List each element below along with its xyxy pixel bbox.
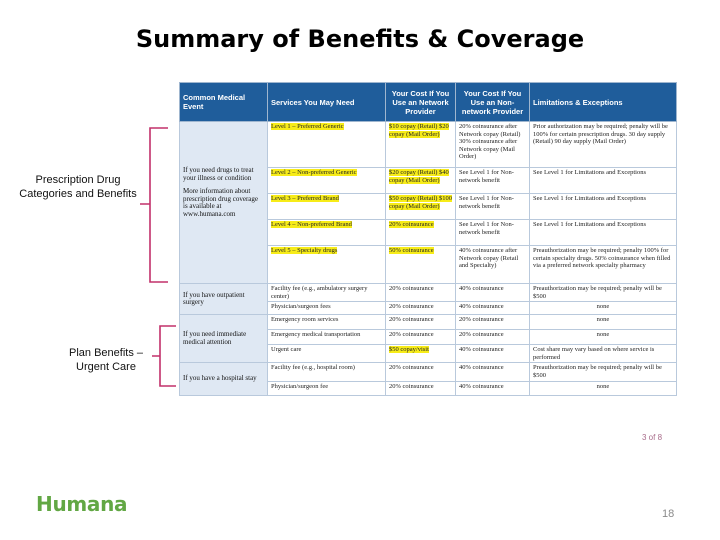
limits-cell: See Level 1 for Limitations and Exceptions [530, 220, 677, 246]
network-cell: $10 copay (Retail) $20 copay (Mail Order) [386, 122, 456, 168]
service-cell: Level 5 – Specialty drugs [268, 246, 386, 284]
event-drugs-more-text: More information about prescription drug coverage is available at www.humana.com [183, 187, 259, 218]
limits-cell: Preauthorization may be required; penalty will be $500 [530, 284, 677, 302]
service-cell: Facility fee (e.g., hospital room) [268, 363, 386, 381]
slide-number: 18 [662, 508, 675, 520]
non-network-cell: 40% coinsurance after Network copay (Retail and Specialty) [456, 246, 530, 284]
service-cell: Physician/surgeon fees [268, 302, 386, 315]
network-cell: 20% coinsurance [386, 363, 456, 381]
limits-cell: Cost share may vary based on where service is performed [530, 345, 677, 363]
non-network-cell: 40% coinsurance [456, 302, 530, 315]
non-network-cell: 20% coinsurance [456, 315, 530, 330]
header-limits: Limitations & Exceptions [530, 83, 677, 122]
network-cell: 20% coinsurance [386, 220, 456, 246]
header-non-network: Your Cost If You Use an Non-network Provider [456, 83, 530, 122]
non-network-cell: 40% coinsurance [456, 381, 530, 395]
event-hospital: If you have a hospital stay [180, 363, 268, 395]
service-cell: Urgent care [268, 345, 386, 363]
network-cell: $50 copay (Retail) $100 copay (Mail Order) [386, 194, 456, 220]
non-network-cell: 40% coinsurance [456, 345, 530, 363]
non-network-cell: 20% coinsurance [456, 330, 530, 345]
network-cell: 50% coinsurance [386, 246, 456, 284]
limits-cell: See Level 1 for Limitations and Exceptions [530, 168, 677, 194]
non-network-cell: 20% coinsurance after Network copay (Retail) 30% coinsurance after Network copay (Mail Order) [456, 122, 530, 168]
plan-benefits-side-label: Plan Benefits – Urgent Care [69, 347, 143, 373]
header-network: Your Cost If You Use an Network Provider [386, 83, 456, 122]
service-cell: Level 4 – Non-preferred Brand [268, 220, 386, 246]
network-cell: 20% coinsurance [386, 315, 456, 330]
limits-cell: none [530, 381, 677, 395]
service-cell: Emergency room services [268, 315, 386, 330]
service-cell: Emergency medical transportation [268, 330, 386, 345]
service-cell: Level 3 – Preferred Brand [268, 194, 386, 220]
non-network-cell: See Level 1 for Non-network benefit [456, 220, 530, 246]
header-event: Common Medical Event [180, 83, 268, 122]
limits-cell: none [530, 315, 677, 330]
service-cell: Level 1 – Preferred Generic [268, 122, 386, 168]
network-cell: 20% coinsurance [386, 284, 456, 302]
event-immediate: If you need immediate medical attention [180, 315, 268, 363]
humana-logo: Humana [36, 492, 128, 516]
limits-cell: none [530, 302, 677, 315]
non-network-cell: 40% coinsurance [456, 284, 530, 302]
network-cell: $50 copay/visit [386, 345, 456, 363]
network-cell: 20% coinsurance [386, 381, 456, 395]
benefits-table [179, 82, 677, 396]
table-header-row [180, 83, 677, 122]
document-page-number: 3 of 8 [642, 433, 663, 442]
service-cell: Facility fee (e.g., ambulatory surgery center) [268, 284, 386, 302]
network-cell: 20% coinsurance [386, 302, 456, 315]
service-cell: Physician/surgeon fee [268, 381, 386, 395]
non-network-cell: See Level 1 for Non-network benefit [456, 168, 530, 194]
slide-title: Summary of Benefits & Coverage [135, 25, 585, 53]
limits-cell: Prior authorization may be required; penalty will be 100% for certain prescription drugs. 30 day supply (Retail) 90 day supply (Mail Order) [530, 122, 677, 168]
non-network-cell: See Level 1 for Non-network benefit [456, 194, 530, 220]
table-row [180, 363, 677, 381]
network-cell: $20 copay (Retail) $40 copay (Mail Order) [386, 168, 456, 194]
event-drugs-text: If you need drugs to treat your illness or condition [183, 166, 254, 182]
plan-benefits-bracket [150, 322, 182, 390]
table-row [180, 284, 677, 302]
table-row [180, 122, 677, 168]
limits-cell: Preauthorization may be required; penalty 100% for certain specialty drugs. 50% coinsurance when filled via a preferred network specialty pharmacy [530, 246, 677, 284]
limits-cell: none [530, 330, 677, 345]
event-drugs [180, 122, 268, 284]
event-outpatient: If you have outpatient surgery [180, 284, 268, 315]
non-network-cell: 40% coinsurance [456, 363, 530, 381]
network-cell: 20% coinsurance [386, 330, 456, 345]
table-row [180, 315, 677, 330]
service-cell: Level 2 – Non-preferred Generic [268, 168, 386, 194]
limits-cell: See Level 1 for Limitations and Exceptions [530, 194, 677, 220]
benefits-table-image [179, 82, 676, 420]
prescription-bracket [136, 122, 176, 292]
limits-cell: Preauthorization may be required; penalty will be $500 [530, 363, 677, 381]
header-services: Services You May Need [268, 83, 386, 122]
prescription-side-label: Prescription Drug Categories and Benefits [19, 174, 137, 200]
